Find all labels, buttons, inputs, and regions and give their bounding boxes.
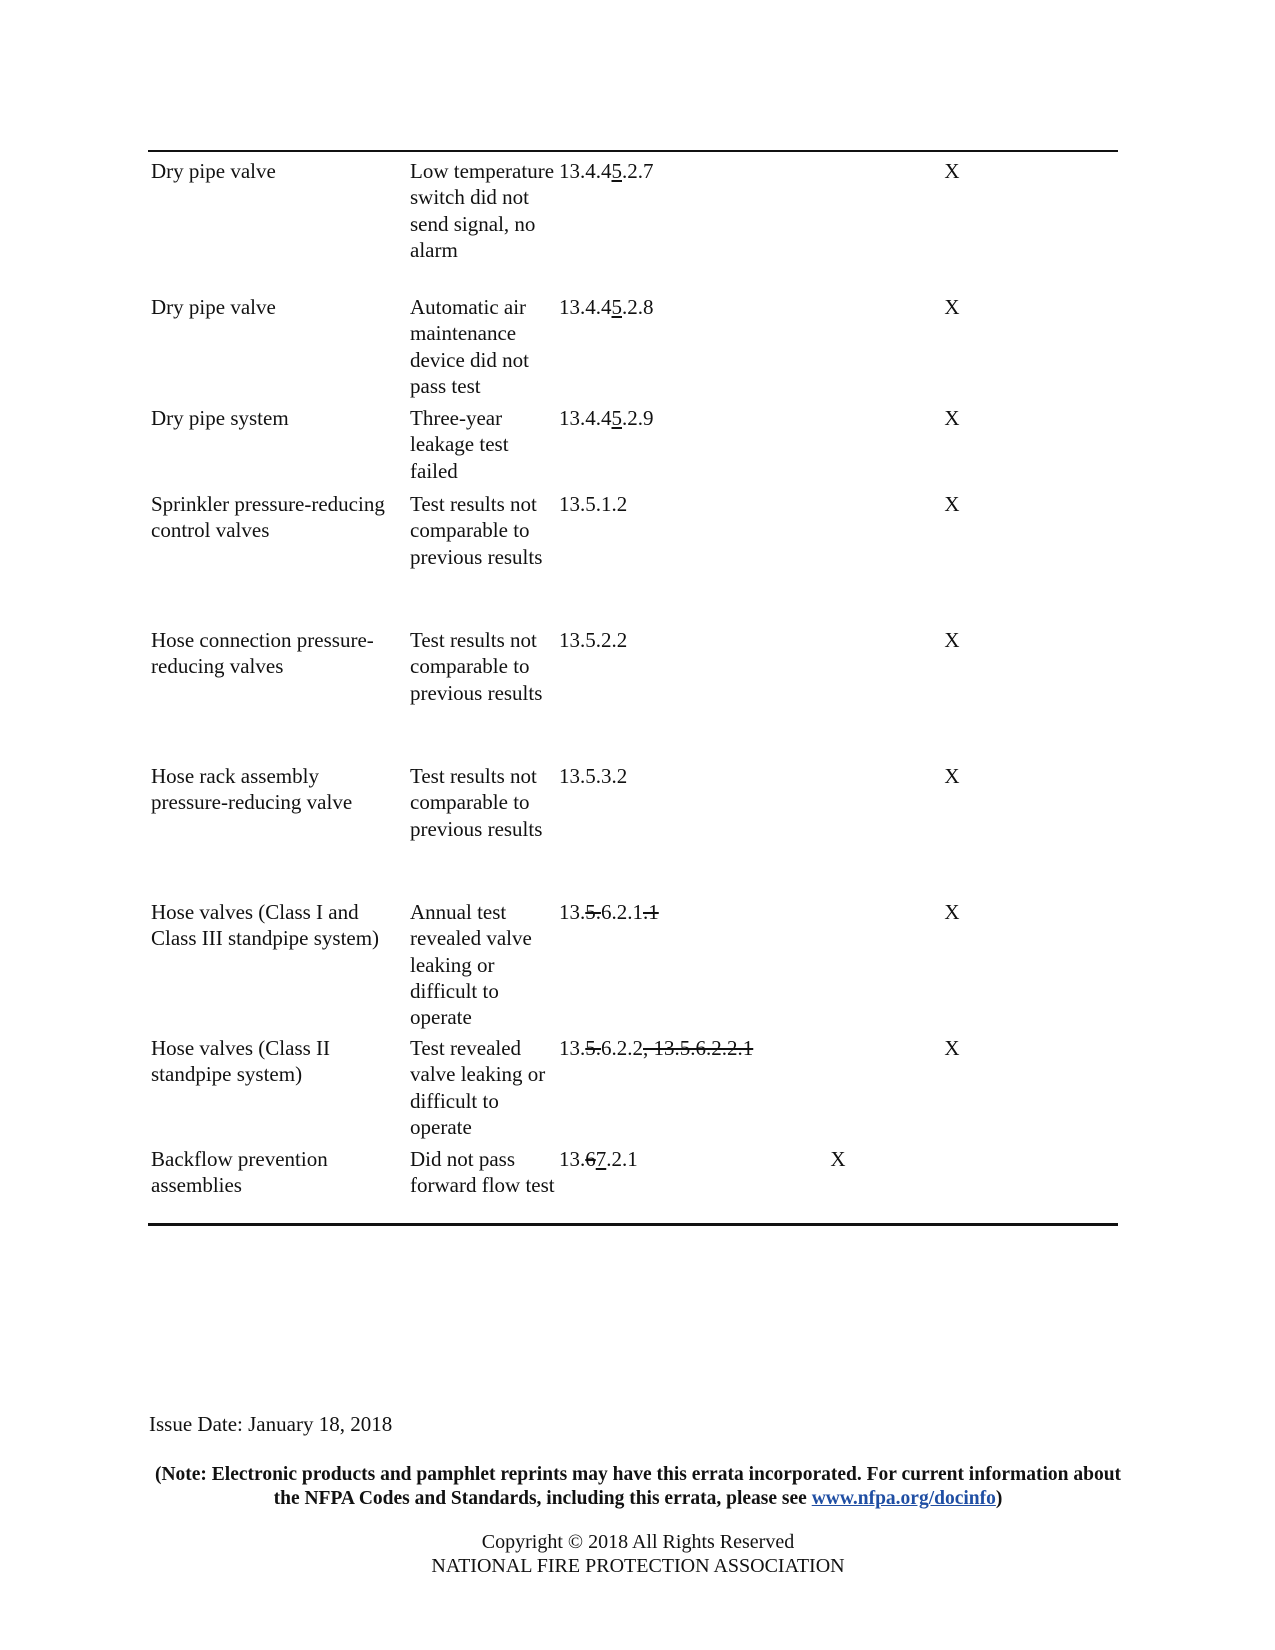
condition-cell: Test results not comparable to previous results xyxy=(410,764,543,841)
reference-cell xyxy=(559,763,819,789)
condition-cell: Did not pass forward flow test xyxy=(410,1147,555,1198)
reference-segment: 5 xyxy=(611,295,622,319)
reference-segment: 13. xyxy=(559,1036,586,1060)
reference-segment: .1 xyxy=(643,900,659,924)
mark-cell-b: X xyxy=(944,628,960,652)
mark-cell-b: X xyxy=(944,764,960,788)
reference-segment: 13. xyxy=(559,900,586,924)
reference-cell xyxy=(559,158,819,184)
component-cell: Hose rack assembly pressure-reducing valve xyxy=(151,764,353,815)
reference-segment: 13.4.4 xyxy=(559,295,612,319)
component-cell: Hose valves (Class I and Class III standpipe system) xyxy=(151,900,380,951)
reference-segment: 7 xyxy=(595,1147,607,1171)
condition-cell: Test results not comparable to previous results xyxy=(410,628,543,705)
condition-cell: Automatic air maintenance device did not pass test xyxy=(410,295,529,398)
reference-cell xyxy=(559,627,819,653)
reference-segment: .2.7 xyxy=(622,159,654,183)
table-row xyxy=(148,621,1118,757)
reference-cell xyxy=(559,491,819,517)
errata-table xyxy=(148,150,1118,1226)
table-row xyxy=(148,1029,1118,1140)
reference-segment: 6 xyxy=(585,1147,596,1171)
mark-cell-b: X xyxy=(944,159,960,183)
reference-cell xyxy=(559,899,819,925)
table-row xyxy=(148,893,1118,1029)
table-body xyxy=(148,152,1118,1223)
table-row xyxy=(148,757,1118,893)
reference-cell xyxy=(559,1146,819,1172)
mark-cell-b: X xyxy=(944,406,960,430)
reference-segment: 5. xyxy=(585,900,601,924)
reference-cell xyxy=(559,405,819,431)
reference-segment: 13. xyxy=(559,1147,586,1171)
component-cell: Dry pipe valve xyxy=(151,159,276,183)
copyright-line: Copyright © 2018 All Rights Reserved xyxy=(481,1531,795,1553)
reference-segment: 5 xyxy=(611,159,622,183)
reference-segment: 5 xyxy=(611,406,622,430)
mark-cell-b: X xyxy=(944,1036,960,1060)
reference-segment: 13.4.4 xyxy=(559,159,612,183)
condition-cell: Test revealed valve leaking or difficult to operate xyxy=(410,1036,546,1139)
component-cell: Hose valves (Class II standpipe system) xyxy=(151,1036,331,1087)
reference-segment: 13.5.1.2 xyxy=(559,492,628,516)
reference-segment: .2.8 xyxy=(622,295,654,319)
reference-segment: , 13.5.6.2.2.1 xyxy=(643,1036,754,1060)
reference-segment: 13.4.4 xyxy=(559,406,612,430)
issue-date: Issue Date: January 18, 2018 xyxy=(149,1412,393,1436)
mark-cell-a: X xyxy=(830,1147,846,1171)
note-close: ) xyxy=(995,1488,1003,1509)
reference-segment: 6.2.2 xyxy=(601,1036,643,1060)
reference-segment: .2.9 xyxy=(622,406,654,430)
reference-segment: .2.1 xyxy=(606,1147,638,1171)
copyright-block xyxy=(150,1530,1126,1578)
mark-cell-b: X xyxy=(944,900,960,924)
component-cell: Sprinkler pressure-reducing control valves xyxy=(151,492,385,543)
condition-cell: Low temperature switch did not send signal, no alarm xyxy=(410,159,555,262)
component-cell: Backflow prevention assemblies xyxy=(151,1147,328,1198)
reference-segment: 6.2.1 xyxy=(601,900,643,924)
table-row xyxy=(148,152,1118,288)
condition-cell: Annual test revealed valve leaking or difficult to operate xyxy=(410,900,532,1030)
reference-cell xyxy=(559,1035,819,1061)
errata-note xyxy=(150,1463,1126,1511)
reference-segment: 13.5.3.2 xyxy=(559,764,628,788)
reference-cell xyxy=(559,294,819,320)
docinfo-link[interactable]: www.nfpa.org/docinfo xyxy=(811,1488,996,1509)
note-text: (Note: Electronic products and pamphlet reprints may have this errata incorporated. For current information about the NFPA Codes and Standards, including this errata, please see xyxy=(154,1464,1122,1509)
mark-cell-b: X xyxy=(944,492,960,516)
table-row xyxy=(148,288,1118,399)
table-row xyxy=(148,399,1118,485)
condition-cell: Three-year leakage test failed xyxy=(410,406,509,483)
table-row xyxy=(148,1140,1118,1223)
component-cell: Hose connection pressure-reducing valves xyxy=(151,628,374,679)
reference-segment: 13.5.2.2 xyxy=(559,628,628,652)
association-name: NATIONAL FIRE PROTECTION ASSOCIATION xyxy=(431,1555,845,1577)
component-cell: Dry pipe valve xyxy=(151,295,276,319)
condition-cell: Test results not comparable to previous results xyxy=(410,492,543,569)
table-row xyxy=(148,485,1118,621)
reference-segment: 5. xyxy=(585,1036,601,1060)
mark-cell-b: X xyxy=(944,295,960,319)
component-cell: Dry pipe system xyxy=(151,406,289,430)
